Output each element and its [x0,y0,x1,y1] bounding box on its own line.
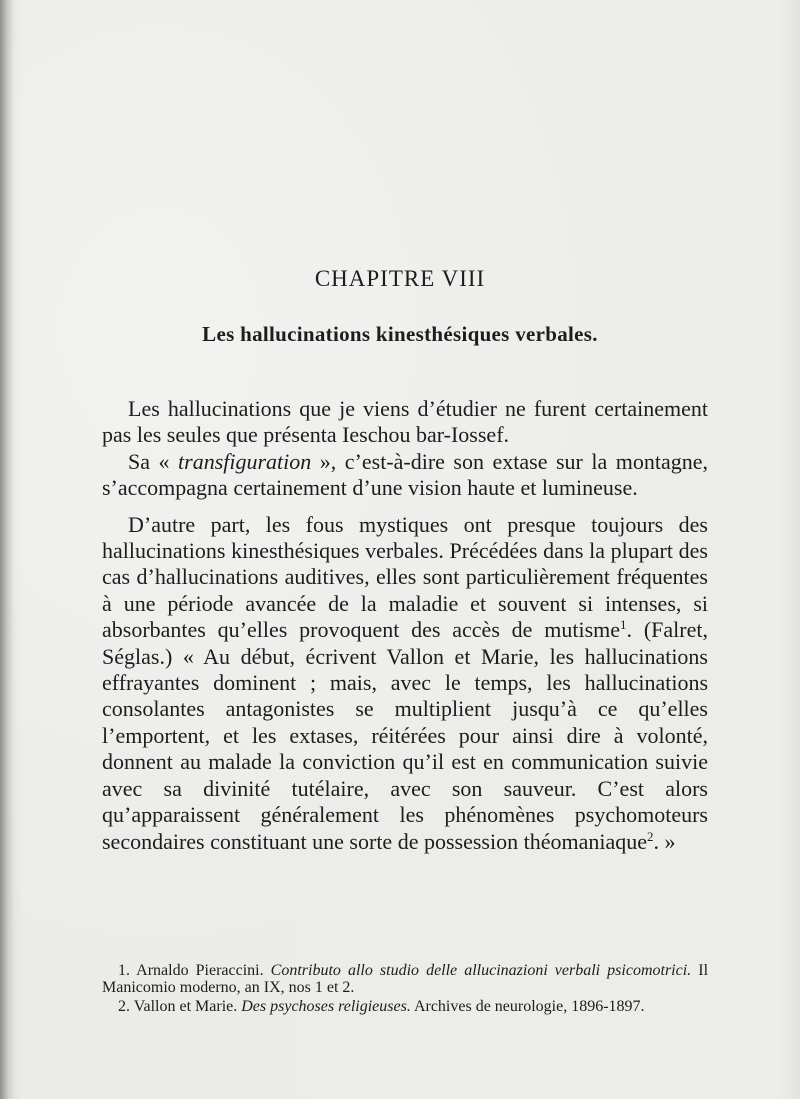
footnote-1-suffix: Il Manicomio moderno, an IX, nos 1 et 2. [102,962,709,996]
body-text [102,396,708,855]
footnote-2-title: Des psychoses religieuses. [241,998,411,1015]
chapter-heading: CHAPITRE VIII [314,266,486,291]
paragraph-3-part-b: . (Falret, Séglas.) « Au début, écrivent Vallon et Marie, les hallucinations effrayantes dominent ; mais, avec le temps, les hallucinations consolantes antagonistes se multiplient jusqu’à ce qu’elles l’emportent, et les extases, réitérées pour ainsi dire à volonté, donnent au malade la conviction qu’il est en communication suivie avec sa divinité tutélaire, avec son sauveur. C’est alors qu’apparaissent généralement les phénomènes psychomoteurs secondaires constituant une sorte de possession théomaniaque [102,617,708,854]
paragraph-3-part-c: . » [653,828,676,854]
paragraph-1: Les hallucinations que je viens d’étudier ne furent certainement pas les seules que présenta Ieschou bar-Iossef. [102,396,708,448]
paragraph-2-start: Sa « [128,448,179,474]
page-spine-shadow [0,0,14,1099]
footnote-1-prefix: 1. Arnaldo Pieraccini. [118,962,271,979]
footnote-2 [102,998,708,1015]
chapter-title: Les hallucinations kinesthésiques verbales. [202,322,598,346]
footnote-2-prefix: 2. Vallon et Marie. [118,998,242,1015]
paragraph-2 [102,449,708,502]
footnote-1 [102,962,708,996]
paragraph-2-end: », c’est-à-dire son extase sur la montagne, s’accompagna certainement d’une vision haute et lumineuse. [102,448,708,501]
paragraph-2-emphasis: transfiguration [178,448,312,474]
footnotes [102,962,708,1017]
footnote-ref-2[interactable]: 2 [646,828,654,844]
footnote-ref-1[interactable]: 1 [620,617,627,633]
footnote-1-title: Contributo allo studio delle allucinazioni verbali psicomotrici. [270,962,692,979]
paragraph-3-part-a: D’autre part, les fous mystiques ont presque toujours des hallucinations kinesthésiques verbales. Précédées dans la plupart des cas d’hallucinations auditives, elles sont particulièrement fréquentes à une période avancée de la maladie et souvent si intenses, si absorbantes qu’elles provoquent des accès de mutisme [102,511,708,643]
paragraph-3 [102,512,708,855]
footnote-2-suffix: Archives de neurologie, 1896-1897. [410,998,645,1015]
